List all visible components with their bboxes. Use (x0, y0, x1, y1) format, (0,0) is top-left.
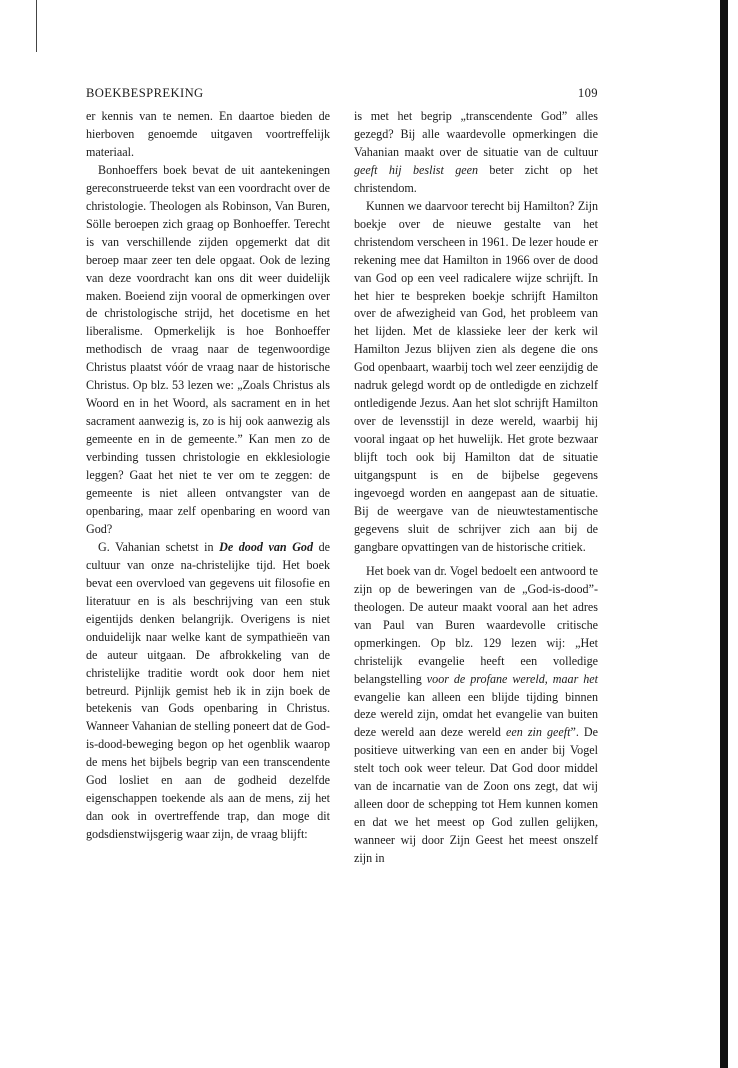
running-title: BOEKBESPREKING (86, 86, 204, 100)
text-run: G. Vahanian schetst in (98, 539, 220, 554)
emphasis: voor de profane wereld, maar het (426, 671, 598, 686)
paragraph: er kennis van te nemen. En daartoe bieden de hierboven genoemde uitgaven voortreffelijk materiaal. (86, 109, 330, 159)
running-head (86, 86, 598, 108)
book-page (86, 86, 598, 868)
right-column (354, 108, 598, 868)
text-run: beter zicht op het christendom. (354, 162, 599, 195)
paragraph: Kunnen we daarvoor terecht bij Hamilton? Zijn boekje over de nieuwe gestalte van het christendom verscheen in 1961. De lezer houde er rekening mee dat Hamilton in 1966 over de dood van God op een veel radicalere wijze schrijft. In het hier te bespreken boekje schrijft Hamilton over de afwezigheid van God, het probleem van het lijden. Met de klassieke leer der kerk wil Hamilton Jezus blijven zien als degene die ons God openbaart, waarbij toch wel zeer eenzijdig de nadruk gelegd wordt op de ontledigde en zichzelf ontledigende Jezus. Aan het slot schrijft Hamilton over de levensstijl in deze wereld, waarbij hij vooral ingaat op het huwelijk. Het grote bezwaar blijft toch ook bij Hamilton dat de situatie uitgangspunt is en de bijbelse gegevens ingevoegd worden en aangepast aan de situatie. Bij de weergave van de nieuwtestamentische gegevens sluit de schrijver zich aan bij de gangbare opvattingen van de historische critiek. (354, 198, 598, 554)
paragraph (354, 563, 598, 868)
scan-edge-left (36, 0, 37, 52)
paragraph (86, 539, 330, 844)
text-run: Het boek van dr. Vogel bedoelt een antwoord te zijn op de beweringen van de „God-is-dood”-theologen. De auteur maakt vooral aan het adres van Paul van Buren waardevolle critische opmerkingen. Op blz. 129 lezen wij: „Het christelijk evangelie heeft een volledige belangstelling (354, 563, 598, 686)
text-columns (86, 108, 598, 868)
text-run: de cultuur van onze na-christelijke tijd. Het boek bevat een overvloed van gegevens uit filosofie en literatuur en is als beschrijving van een stuk eigentijds denken belangrijk. Overigens is niet onduidelijk naar welke kant de sympathieën van de auteur uitgaan. De afbrokkeling van de christelijke traditie wordt ook door hem niet betreurd. Pijnlijk gemist heb ik in zijn boek de betekenis van Gods openbaring in Christus. Wanneer Vahanian de stelling poneert dat de God-is-dood-beweging begon op het ogenblik waarop de mens het bijbels begrip van een transcendente God losliet en aan de godheid dezelfde eigenschappen toekende als aan de mens, zij het dan ook in overtreffende trap, dan moge dit godsdienstwijsgerig waar zijn, de vraag blijft: (86, 539, 331, 842)
emphasis: een zin geeft (506, 725, 571, 740)
book-title: De dood van God (219, 539, 314, 554)
emphasis: geeft hij beslist geen (354, 162, 479, 177)
paragraph (354, 108, 598, 198)
text-run: evangelie kan alleen een blijde tijding binnen deze wereld zijn, omdat het evangelie van buiten deze wereld aan deze wereld (354, 689, 598, 740)
left-column (86, 108, 330, 868)
text-run: ”. De positieve uitwerking van een en ander bij Vogel stelt toch ook weer teleur. Dat God door middel van de incarnatie van de Zoon ons zegt, dat wij alleen door de schepping tot Hem kunnen komen en dat we het meest op God zullen gelijken, wanneer wij door Zijn Geest het meest onszelf zijn in (354, 725, 598, 866)
scan-edge-right (720, 0, 728, 1068)
page-number: 109 (577, 86, 598, 100)
text-run: is met het begrip „transcendente God” alles gezegd? Bij alle waardevolle opmerkingen die Vahanian maakt over de situatie van de cultuur (354, 109, 598, 159)
paragraph: Bonhoeffers boek bevat de uit aantekeningen gereconstrueerde tekst van een voordracht over de christologie. Theologen als Robinson, Van Buren, Sölle beroepen zich graag op Bonhoeffer. Terecht is van verschillende zijden opgemerkt dat dit beroep maar zeer ten dele opgaat. Ook de lezing van deze voordracht kan ons dit weer duidelijk maken. Boeiend zijn vooral de opmerkingen over de christologische strijd, het docetisme en het liberalisme. Opmerkelijk is hoe Bonhoeffer methodisch de vraag naar de tegenwoordige Christus plaatst vóór de vraag naar de historische Christus. Op blz. 53 lezen we: „Zoals Christus als Woord en in het Woord, als sacrament en in het sacrament aanwezig is, zo is hij ook aanwezig als gemeente en in de gemeente.” Kan men zo de verbinding tussen christologie en ekklesiologie leggen? Gaat het niet te ver om te zeggen: de gemeente is niet alleen ontvangster van de openbaring, maar zelf openbaring en woord van God? (86, 162, 330, 536)
